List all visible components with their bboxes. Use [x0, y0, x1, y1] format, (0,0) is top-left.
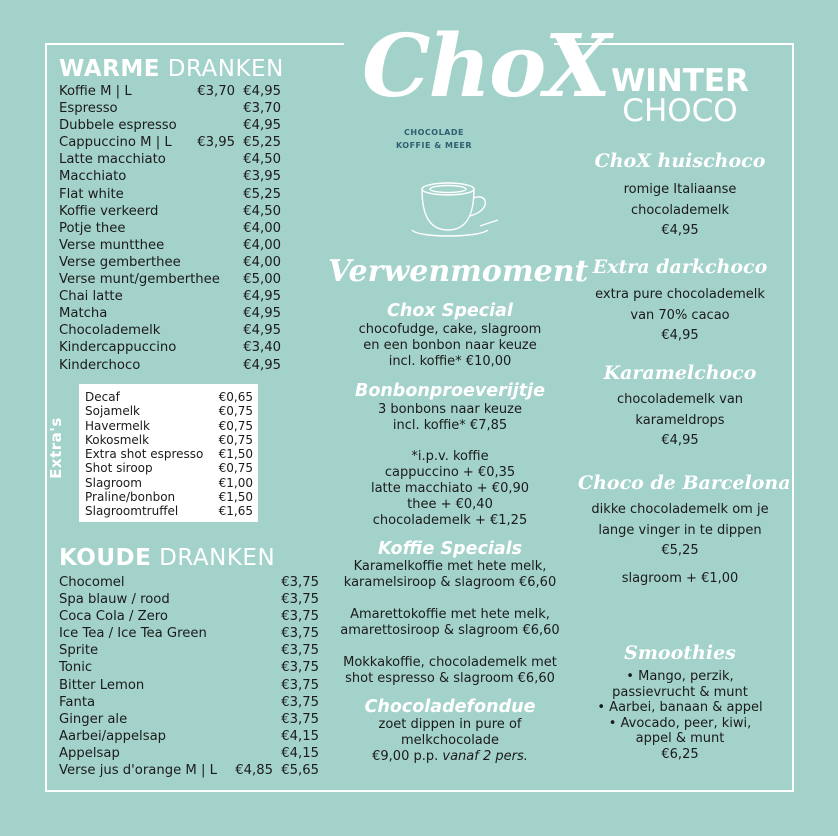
- warme-item-price: €4,00: [243, 237, 281, 253]
- special-line: chocofudge, cake, slagroom: [358, 322, 542, 337]
- koffie-line: amarettosiroop & slagroom €6,60: [340, 623, 560, 638]
- koffie-line: shot espresso & slagroom €6,60: [345, 671, 555, 686]
- warme-row: [59, 186, 281, 203]
- warme-item-price: €4,00: [243, 254, 281, 270]
- extras-item-price: €1,50: [218, 447, 253, 462]
- extras-row: [85, 390, 253, 404]
- winter-item-title: ChoX huischoco: [594, 150, 766, 172]
- koude-item-price: €3,75: [281, 711, 319, 727]
- extras-label: Extra's: [47, 417, 65, 479]
- koude-item-price: €4,15: [281, 728, 319, 744]
- slagroom-extra: slagroom + €1,00: [621, 571, 739, 586]
- warme-item-name: Latte macchiato: [59, 152, 166, 168]
- warme-item-name: Verse gemberthee: [59, 254, 181, 270]
- warme-item-name: Kinderchoco: [59, 357, 141, 373]
- warme-row: [59, 254, 281, 271]
- warme-item-price: €4,95: [243, 323, 281, 339]
- koude-item-price: €5,65: [281, 763, 319, 779]
- extras-item-price: €0,75: [218, 418, 253, 433]
- winter-item-line: lange vinger in te dippen: [598, 522, 762, 538]
- koude-item-price: €4,15: [281, 745, 319, 761]
- warme-dranken-list: [59, 83, 281, 374]
- warme-item-price: €5,00: [243, 272, 281, 288]
- winter-item-line: chocolademelk: [630, 202, 730, 218]
- ipv-line: chocolademelk + €1,25: [372, 513, 528, 528]
- koude-row: [59, 608, 319, 625]
- warme-item-price: €5,25: [243, 186, 281, 202]
- koude-row: [59, 574, 319, 591]
- warme-row: [59, 117, 281, 134]
- warme-item-price: €3,95: [243, 169, 281, 185]
- warme-row: [59, 203, 281, 220]
- chox-logo: [348, 16, 610, 166]
- koude-item-price: €3,75: [281, 677, 319, 693]
- koude-title-light: DRANKEN: [159, 545, 276, 571]
- smoothies-line: appel & munt: [635, 731, 725, 746]
- koude-item-name: Aarbei/appelsap: [59, 728, 167, 744]
- koude-item-name: Verse jus d'orange M | L: [59, 763, 217, 779]
- fondue-text: [328, 717, 572, 749]
- extras-item-name: Shot siroop: [85, 461, 153, 476]
- extras-row: [85, 447, 253, 461]
- extras-item-name: Slagroom: [85, 475, 142, 490]
- winter-item-line: chocolademelk van: [616, 392, 744, 407]
- koude-item-name: Chocomel: [59, 575, 125, 590]
- warme-item-price: €4,95: [243, 357, 281, 373]
- special-line: en een bonbon naar keuze: [363, 338, 537, 353]
- warme-title-bold: WARME: [59, 56, 160, 82]
- koude-row: [59, 625, 319, 642]
- fondue-line: melkchocolade: [400, 733, 500, 748]
- warme-item-name: Espresso: [59, 101, 118, 117]
- ipv-koffie-text: [328, 449, 572, 529]
- winter-item-line: €5,25: [661, 543, 699, 558]
- extras-row: [85, 504, 253, 518]
- koude-item-price: €3,75: [281, 643, 319, 659]
- frame-right: [792, 43, 794, 792]
- warme-item-price: €5,25: [243, 135, 281, 151]
- warme-row: [59, 339, 281, 356]
- bonbon-line: 3 bonbons naar keuze: [378, 402, 522, 417]
- chox-special-title: Chox Special: [387, 301, 513, 321]
- warme-item-price: €4,50: [243, 203, 281, 219]
- warme-row: [59, 305, 281, 322]
- extras-item-name: Kokosmelk: [85, 432, 150, 447]
- smoothies-line: • Mango, perzik,: [626, 669, 734, 684]
- koffie-specials-text: [328, 559, 572, 687]
- koffie-line: [328, 639, 572, 655]
- extras-row: [85, 461, 253, 475]
- koude-item-price-m: €4,85: [235, 763, 273, 779]
- koude-item-name: Sprite: [59, 643, 99, 659]
- koude-dranken-title: [59, 545, 275, 571]
- ipv-line: *i.p.v. koffie: [411, 449, 489, 464]
- koude-item-name: Appelsap: [59, 745, 120, 761]
- warme-row: [59, 322, 281, 339]
- extras-row: [85, 476, 253, 490]
- warme-item-price: €4,95: [243, 118, 281, 134]
- logo-line2: KOFFIE & MEER: [395, 141, 473, 150]
- fondue-line: zoet dippen in pure of: [378, 717, 522, 732]
- frame-bottom: [45, 790, 794, 792]
- warme-item-price: €3,40: [243, 340, 281, 356]
- koude-title-bold: KOUDE: [59, 545, 152, 571]
- extras-row: [85, 433, 253, 447]
- winter-choco-title: [590, 63, 770, 129]
- winter-line2: CHOCO: [622, 93, 738, 129]
- extras-item-price: €1,50: [218, 490, 253, 505]
- frame-top-left: [45, 43, 344, 45]
- koude-row: [59, 677, 319, 694]
- warme-row: [59, 288, 281, 305]
- warme-title-light: DRANKEN: [167, 56, 284, 82]
- ipv-line: latte macchiato + €0,90: [370, 481, 530, 496]
- warme-item-name: Matcha: [59, 306, 108, 322]
- koude-item-name: Fanta: [59, 694, 96, 710]
- warme-item-name: Macchiato: [59, 169, 127, 185]
- warme-row: [59, 237, 281, 254]
- winter-item-line: €4,95: [661, 223, 699, 238]
- winter-item-line: €4,95: [661, 433, 699, 448]
- winter-item-text: [578, 390, 782, 452]
- extras-item-price: €1,00: [218, 475, 253, 490]
- warme-item-name: Kindercappuccino: [59, 340, 177, 356]
- koude-row: [59, 762, 319, 779]
- warme-item-name: Koffie verkeerd: [59, 203, 159, 219]
- extras-item-price: €0,75: [218, 432, 253, 447]
- warme-item-name: Verse munt/gemberthee: [59, 272, 220, 288]
- logo-line1: CHOCOLADE: [404, 128, 464, 137]
- extras-item-name: Praline/bonbon: [85, 490, 176, 505]
- verwenmoment-title: Verwenmoment: [328, 254, 589, 289]
- koude-item-price: €3,75: [281, 575, 319, 590]
- warme-item-name: Dubbele espresso: [59, 118, 177, 134]
- koude-item-name: Spa blauw / rood: [59, 592, 170, 608]
- extras-item-price: €0,65: [218, 390, 253, 404]
- warme-row: [59, 151, 281, 168]
- smoothies-line: €6,25: [661, 746, 699, 762]
- ipv-line: cappuccino + €0,35: [384, 465, 516, 480]
- warme-row: [59, 168, 281, 185]
- extras-box: [79, 384, 258, 522]
- extras-item-name: Extra shot espresso: [85, 447, 204, 462]
- koude-row: [59, 728, 319, 745]
- winter-item-text: [578, 180, 782, 242]
- warme-dranken-title: [59, 56, 284, 82]
- winter-item-line: romige Italiaanse: [623, 182, 737, 197]
- extras-item-name: Havermelk: [85, 418, 150, 433]
- smoothies-text: [578, 669, 782, 762]
- koude-item-name: Coca Cola / Zero: [59, 609, 168, 625]
- winter-item-line: €4,95: [661, 328, 699, 343]
- bonbon-title: Bonbonproeverijtje: [354, 381, 545, 401]
- winter-line1: WINTER: [611, 63, 749, 99]
- fondue-note: vanaf 2 pers.: [442, 749, 528, 764]
- koude-item-price: €3,75: [281, 609, 319, 625]
- special-line: incl. koffie* €10,00: [388, 354, 512, 369]
- fondue-title: Chocoladefondue: [364, 697, 536, 717]
- warme-row: [59, 271, 281, 288]
- winter-item-title: Choco de Barcelona: [578, 472, 791, 494]
- warme-item-price: €4,00: [243, 220, 281, 236]
- winter-item-line: van 70% cacao: [630, 307, 730, 323]
- extras-item-name: Decaf: [85, 390, 120, 404]
- koffie-line: Mokkakoffie, chocolademelk met: [343, 655, 557, 670]
- warme-item-name: Cappuccino M | L: [59, 135, 172, 151]
- koffie-line: karamelsiroop & slagroom €6,60: [343, 575, 557, 590]
- koude-row: [59, 694, 319, 711]
- koude-dranken-list: [59, 574, 319, 779]
- fondue-price: €9,00 p.p.: [372, 749, 439, 764]
- chox-special-text: [328, 322, 572, 370]
- warme-row: [59, 357, 281, 374]
- koude-item-price: €3,75: [281, 592, 319, 608]
- extras-item-price: €0,75: [218, 404, 253, 419]
- smoothies-line: passievrucht & munt: [612, 684, 748, 700]
- winter-item-line: dikke chocolademelk om je: [591, 502, 769, 517]
- winter-item-line: karameldrops: [635, 412, 725, 428]
- smoothies-line: • Avocado, peer, kiwi,: [608, 715, 752, 731]
- warme-item-price: €4,50: [243, 152, 281, 168]
- bonbon-line: incl. koffie* €7,85: [392, 418, 508, 433]
- extras-item-name: Slagroomtruffel: [85, 504, 179, 519]
- extras-row: [85, 490, 253, 504]
- koude-item-name: Ginger ale: [59, 711, 128, 727]
- warme-row: [59, 100, 281, 117]
- logo-word: ChoX: [362, 16, 610, 117]
- warme-item-price-m: €3,70: [197, 84, 235, 99]
- koude-item-price: €3,75: [281, 626, 319, 642]
- smoothies-line: • Aarbei, banaan & appel: [597, 700, 763, 715]
- extras-item-name: Sojamelk: [85, 404, 141, 419]
- extras-item-price: €0,75: [218, 461, 253, 476]
- warme-item-price: €4,95: [243, 84, 281, 99]
- bonbon-text: [328, 402, 572, 434]
- koude-row: [59, 659, 319, 676]
- winter-item-title: Karamelchoco: [603, 362, 757, 384]
- warme-item-name: Flat white: [59, 186, 124, 202]
- warme-row: [59, 220, 281, 237]
- fondue-price-line: [328, 749, 572, 765]
- warme-item-name: Potje thee: [59, 220, 126, 236]
- koude-item-price: €3,75: [281, 694, 319, 710]
- warme-item-name: Chai latte: [59, 289, 123, 305]
- koude-row: [59, 711, 319, 728]
- extras-row: [85, 419, 253, 433]
- koffie-line: [328, 591, 572, 607]
- winter-item-text: [578, 500, 782, 562]
- koffie-line: Amarettokoffie met hete melk,: [350, 607, 550, 622]
- warme-item-price-m: €3,95: [197, 135, 235, 151]
- koude-item-name: Tonic: [59, 660, 93, 676]
- koude-item-name: Ice Tea / Ice Tea Green: [59, 626, 207, 642]
- koffie-line: Karamelkoffie met hete melk,: [353, 559, 547, 574]
- warme-item-price: €4,95: [243, 289, 281, 305]
- koude-row: [59, 642, 319, 659]
- extras-list: [85, 390, 253, 519]
- koude-row: [59, 745, 319, 762]
- koffie-specials-title: Koffie Specials: [377, 539, 523, 559]
- koude-item-price: €3,75: [281, 660, 319, 676]
- coffee-cup-icon: [408, 180, 504, 244]
- winter-item-line: extra pure chocolademelk: [595, 287, 765, 302]
- warme-row: [59, 134, 281, 151]
- warme-item-price: €4,95: [243, 306, 281, 322]
- warme-row: [59, 83, 281, 100]
- warme-item-name: Verse muntthee: [59, 237, 165, 253]
- winter-item-text: [578, 285, 782, 347]
- ipv-line: thee + €0,40: [407, 497, 493, 512]
- koude-item-name: Bitter Lemon: [59, 677, 145, 693]
- warme-item-name: Koffie M | L: [59, 84, 132, 99]
- warme-item-price: €3,70: [243, 101, 281, 117]
- smoothies-title: Smoothies: [624, 642, 736, 664]
- extras-row: [85, 404, 253, 418]
- extras-item-price: €1,65: [218, 504, 253, 519]
- winter-item-title: Extra darkchoco: [592, 256, 768, 278]
- koude-row: [59, 591, 319, 608]
- warme-item-name: Chocolademelk: [59, 323, 161, 339]
